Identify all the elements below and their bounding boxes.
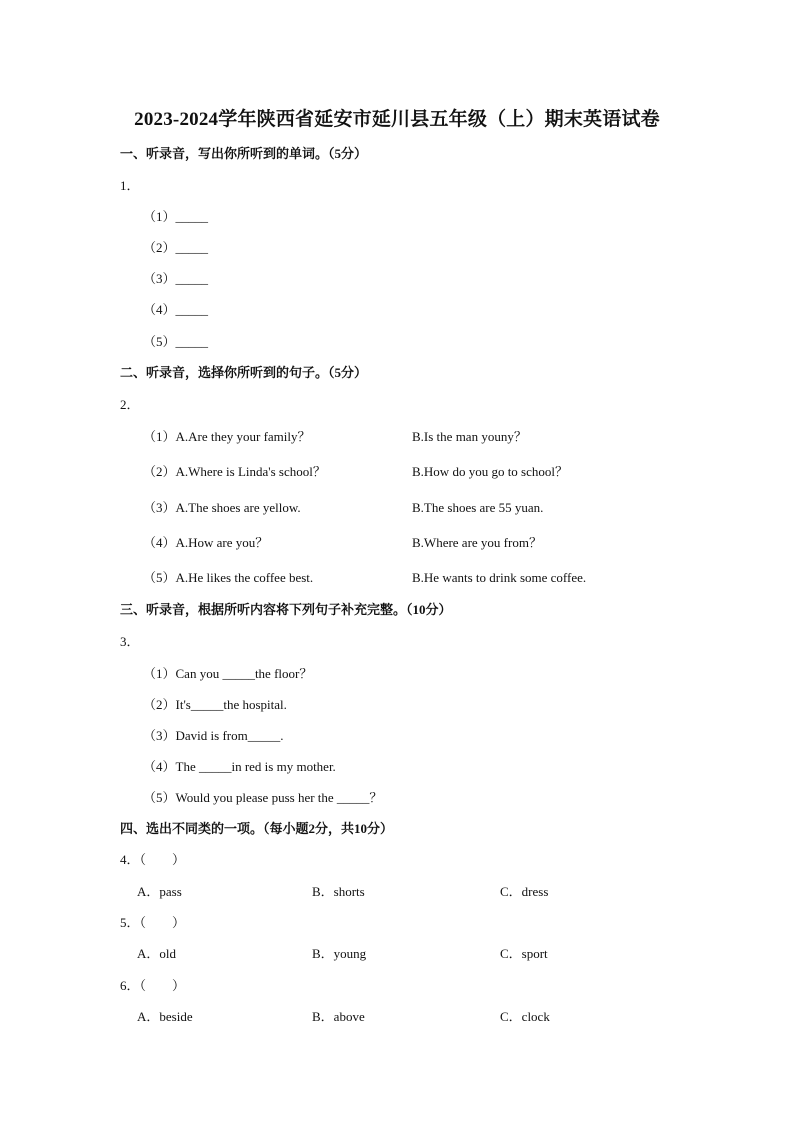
q3-sentence-1: （1）Can you _____the floor？	[143, 666, 313, 681]
q2-item-5-option-a: （5）A.He likes the coffee best.	[143, 570, 314, 585]
section-2-heading: 二、听录音，选择你所听到的句子。（5分）	[120, 365, 368, 380]
exam-title: 2023-2024学年陕西省延安市延川县五年级（上）期末英语试卷	[134, 109, 660, 130]
q1-blank-1: （1）_____	[143, 209, 209, 224]
question-6-number: 6．（ ）	[120, 978, 186, 993]
q2-item-4-option-b: B.Where are you from？	[412, 535, 542, 550]
q6-option-a: A．beside	[137, 1009, 193, 1024]
section-1-heading: 一、听录音，写出你所听到的单词。（5分）	[120, 146, 368, 161]
q5-option-a: A．old	[137, 946, 177, 961]
q1-blank-4: （4）_____	[143, 302, 209, 317]
q5-option-b: B．young	[312, 946, 367, 961]
q5-option-c: C．sport	[500, 946, 548, 961]
q1-blank-2: （2）_____	[143, 240, 209, 255]
section-4-heading: 四、选出不同类的一项。（每小题2分，共10分）	[120, 821, 394, 836]
q4-option-a: A．pass	[137, 884, 182, 899]
q2-item-4-option-a: （4）A.How are you？	[143, 535, 269, 550]
question-4-number: 4．（ ）	[120, 852, 186, 867]
q2-item-3-option-a: （3）A.The shoes are yellow.	[143, 500, 301, 515]
q2-item-1-option-b: B.Is the man youny？	[412, 429, 527, 444]
q3-sentence-4: （4）The _____in red is my mother.	[143, 759, 336, 774]
q6-option-b: B．above	[312, 1009, 365, 1024]
q2-item-2-option-b: B.How do you go to school？	[412, 464, 569, 479]
q1-blank-5: （5）_____	[143, 334, 209, 349]
q3-sentence-3: （3）David is from_____.	[143, 728, 284, 743]
q3-sentence-2: （2）It's_____the hospital.	[143, 697, 287, 712]
q6-option-c: C．clock	[500, 1009, 550, 1024]
q2-item-3-option-b: B.The shoes are 55 yuan.	[412, 500, 544, 515]
q2-item-5-option-b: B.He wants to drink some coffee.	[412, 570, 587, 585]
question-2-number: 2．	[120, 397, 140, 412]
q2-item-2-option-a: （2）A.Where is Linda's school？	[143, 464, 326, 479]
q4-option-b: B．shorts	[312, 884, 365, 899]
section-3-heading: 三、听录音，根据所听内容将下列句子补充完整。（10分）	[120, 602, 452, 617]
question-3-number: 3．	[120, 634, 140, 649]
q4-option-c: C．dress	[500, 884, 549, 899]
q2-item-1-option-a: （1）A.Are they your family？	[143, 429, 311, 444]
q3-sentence-5: （5）Would you please puss her the _____？	[143, 790, 383, 805]
question-1-number: 1．	[120, 178, 140, 193]
question-5-number: 5．（ ）	[120, 915, 186, 930]
q1-blank-3: （3）_____	[143, 271, 209, 286]
